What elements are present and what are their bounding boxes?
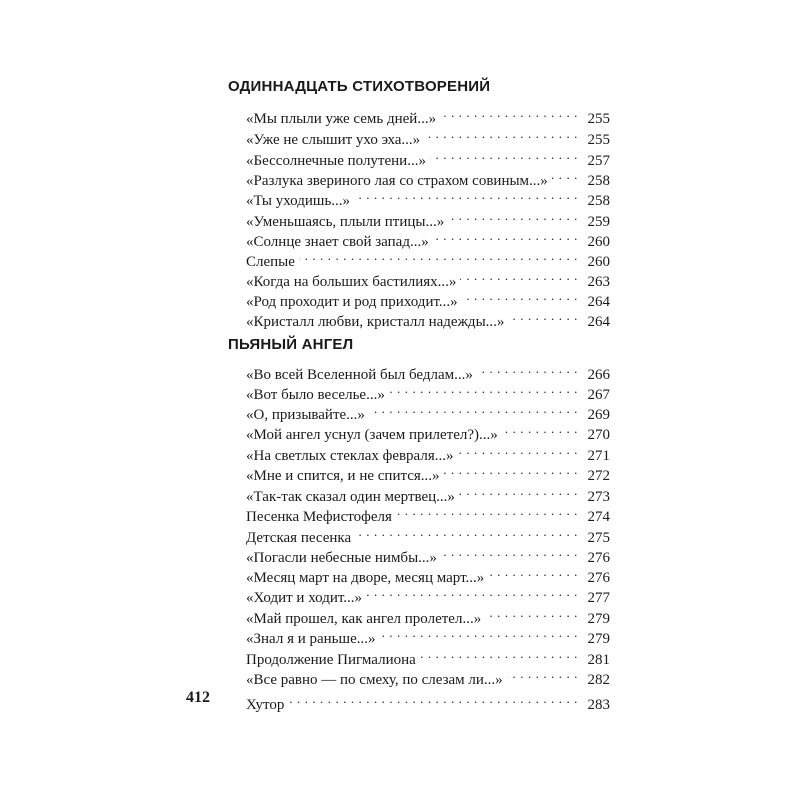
- entry-title: «Солнце знает свой запад...»: [246, 234, 429, 250]
- dot-leader: [460, 266, 578, 286]
- entry-page: 272: [587, 468, 610, 484]
- entry-title: «Все равно — по смеху, по слезам ли...»: [246, 672, 503, 688]
- entry-title: Песенка Мефистофеля: [246, 509, 392, 525]
- entry-title: «Погасли небесные нимбы...»: [246, 550, 437, 566]
- entry-page: 264: [587, 314, 610, 330]
- entry-page: 283: [587, 697, 610, 713]
- toc-entry[interactable]: [246, 582, 610, 606]
- entry-page: 257: [587, 153, 610, 169]
- entry-title: «Мы плыли уже семь дней...»: [246, 111, 437, 127]
- entry-page: 270: [587, 427, 610, 443]
- entry-page: 258: [587, 173, 610, 189]
- entry-title: Продолжение Пигмалиона: [246, 652, 416, 668]
- toc-entry[interactable]: [246, 286, 610, 310]
- entry-page: 260: [587, 254, 610, 270]
- page-number: 412: [186, 689, 210, 706]
- entry-page: 267: [587, 387, 610, 403]
- dot-leader: [424, 124, 578, 144]
- toc-entry[interactable]: [246, 481, 610, 505]
- dot-leader: [430, 145, 578, 165]
- entry-title: «Уже не слышит ухо эха...»: [246, 132, 421, 148]
- entry-title: «Май прошел, как ангел пролетел...»: [246, 611, 482, 627]
- entry-title: «Когда на больших бастилиях...»: [246, 274, 457, 290]
- toc-entry[interactable]: [246, 419, 610, 443]
- dot-leader: [507, 664, 578, 684]
- toc-entry[interactable]: [246, 562, 610, 586]
- dot-leader: [457, 440, 578, 460]
- dot-leader: [441, 542, 578, 562]
- dot-leader: [366, 582, 578, 602]
- dot-leader: [288, 689, 578, 709]
- entry-title: «Кристалл любви, кристалл надежды...»: [246, 314, 505, 330]
- entry-title: «Во всей Вселенной был бедлам...»: [246, 367, 473, 383]
- dot-leader: [552, 165, 578, 185]
- entry-title: «Род проходит и род приходит...»: [246, 294, 458, 310]
- toc-entry[interactable]: [246, 226, 610, 250]
- dot-leader: [354, 185, 578, 205]
- entry-title: «Мне и спится, и не спится...»: [246, 468, 440, 484]
- dot-leader: [448, 206, 578, 226]
- entry-page: 276: [587, 550, 610, 566]
- dot-leader: [477, 359, 578, 379]
- toc-entry[interactable]: [246, 501, 610, 525]
- entry-title: Слепые: [246, 254, 295, 270]
- toc-entry[interactable]: [246, 542, 610, 566]
- entry-page: 259: [587, 214, 610, 230]
- dot-leader: [433, 226, 578, 246]
- dot-leader: [369, 399, 578, 419]
- toc-entry[interactable]: [246, 359, 610, 383]
- toc-entry[interactable]: [246, 306, 610, 330]
- entry-page: 279: [587, 611, 610, 627]
- toc-entry[interactable]: [246, 399, 610, 423]
- toc-entry[interactable]: [246, 522, 610, 546]
- entry-title: «Уменьшаясь, плыли птицы...»: [246, 214, 445, 230]
- dot-leader: [420, 644, 578, 664]
- entry-page: 274: [587, 509, 610, 525]
- dot-leader: [389, 379, 578, 399]
- toc-entry[interactable]: [246, 460, 610, 484]
- dot-leader: [440, 103, 578, 123]
- dot-leader: [396, 501, 578, 521]
- entry-page: 260: [587, 234, 610, 250]
- toc-entry[interactable]: [246, 145, 610, 169]
- entry-page: 277: [587, 590, 610, 606]
- entry-page: 282: [587, 672, 610, 688]
- entry-title: «Разлука звериного лая со страхом совиным...»: [246, 173, 548, 189]
- toc-entry[interactable]: [246, 644, 610, 668]
- entry-title: «Бессолнечные полутени...»: [246, 153, 426, 169]
- dot-leader: [485, 603, 578, 623]
- entry-title: «О, призывайте...»: [246, 407, 365, 423]
- entry-page: 258: [587, 193, 610, 209]
- toc-entry[interactable]: [246, 124, 610, 148]
- section-title-eleven-poems: ОДИННАДЦАТЬ СТИХОТВОРЕНИЙ: [228, 78, 491, 95]
- dot-leader: [379, 623, 578, 643]
- dot-leader: [462, 286, 578, 306]
- entry-page: 275: [587, 530, 610, 546]
- toc-entry[interactable]: [246, 246, 610, 270]
- toc-entry[interactable]: [246, 379, 610, 403]
- entry-title: «Ходит и ходит...»: [246, 590, 363, 606]
- entry-title: «Вот было веселье...»: [246, 387, 385, 403]
- toc-entry[interactable]: [246, 689, 610, 713]
- dot-leader: [299, 246, 578, 266]
- toc-entry[interactable]: [246, 185, 610, 209]
- dot-leader: [508, 306, 578, 326]
- entry-page: 269: [587, 407, 610, 423]
- section-title-drunk-angel: ПЬЯНЫЙ АНГЕЛ: [228, 336, 354, 353]
- entry-title: «Ты уходишь...»: [246, 193, 351, 209]
- entry-title: Хутор: [246, 697, 285, 713]
- entry-title: «Месяц март на дворе, месяц март...»: [246, 570, 485, 586]
- entry-page: 264: [587, 294, 610, 310]
- toc-entry[interactable]: [246, 603, 610, 627]
- entry-page: 281: [587, 652, 610, 668]
- toc-entry[interactable]: [246, 266, 610, 290]
- dot-leader: [502, 419, 578, 439]
- dot-leader: [488, 562, 578, 582]
- toc-entry[interactable]: [246, 165, 610, 189]
- toc-entry[interactable]: [246, 206, 610, 230]
- entry-page: 255: [587, 111, 610, 127]
- entry-page: 273: [587, 489, 610, 505]
- dot-leader: [355, 522, 578, 542]
- dot-leader: [459, 481, 578, 501]
- toc-entry[interactable]: [246, 103, 610, 127]
- toc-entry[interactable]: [246, 623, 610, 647]
- entry-title: «Знал я и раньше...»: [246, 631, 376, 647]
- toc-entry[interactable]: [246, 664, 610, 688]
- entry-page: 255: [587, 132, 610, 148]
- entry-page: 271: [587, 448, 610, 464]
- entry-page: 266: [587, 367, 610, 383]
- entry-title: Детская песенка: [246, 530, 352, 546]
- entry-title: «Так-так сказал один мертвец...»: [246, 489, 455, 505]
- entry-title: «На светлых стеклах февраля...»: [246, 448, 454, 464]
- entry-page: 279: [587, 631, 610, 647]
- entry-title: «Мой ангел уснул (зачем прилетел?)...»: [246, 427, 498, 443]
- entry-page: 276: [587, 570, 610, 586]
- dot-leader: [444, 460, 578, 480]
- entry-page: 263: [587, 274, 610, 290]
- toc-entry[interactable]: [246, 440, 610, 464]
